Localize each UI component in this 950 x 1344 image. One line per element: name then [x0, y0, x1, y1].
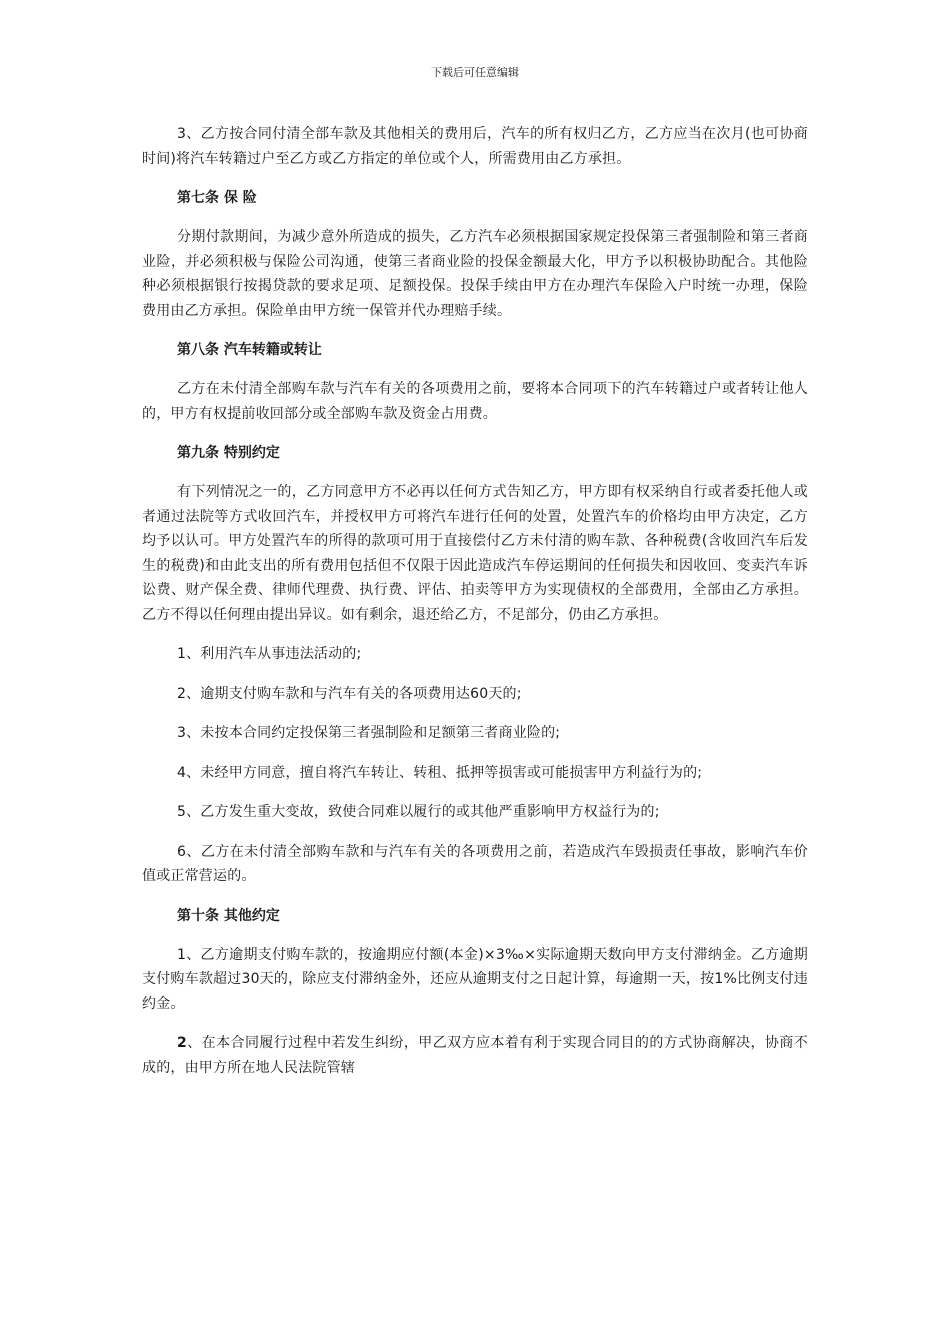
- article-10-item-2: [142, 1031, 808, 1080]
- article-8-heading: 第八条 汽车转籍或转让: [177, 342, 322, 358]
- article-10-item-1: 1、乙方逾期支付购车款的，按逾期应付额(本金)×3‰×实际逾期天数向甲方支付滞纳金。乙方逾期支付购车款超过30天的，除应支付滞纳金外，还应从逾期支付之日起计算，每逾期一天，按1%比例支付违约金。: [142, 946, 808, 1012]
- article-9-item-3: 3、未按本合同约定投保第三者强制险和足额第三者商业险的;: [177, 725, 561, 741]
- article-6-clause-3: 3、乙方按合同付清全部车款及其他相关的费用后，汽车的所有权归乙方，乙方应当在次月(也可协商时间)将汽车转籍过户至乙方或乙方指定的单位或个人，所需费用由乙方承担。: [142, 126, 808, 167]
- article-7-heading: 第七条 保 险: [177, 190, 257, 206]
- article-8-body: 乙方在未付清全部购车款与汽车有关的各项费用之前，要将本合同项下的汽车转籍过户或者转让他人的，甲方有权提前收回部分或全部购车款及资金占用费。: [142, 381, 808, 422]
- article-7-body: 分期付款期间，为减少意外所造成的损失，乙方汽车必须根据国家规定投保第三者强制险和第三者商业险，并必须积极与保险公司沟通，使第三者商业险的投保金额最大化，甲方予以积极协助配合。其他险种必须根据银行按揭贷款的要求足项、足额投保。投保手续由甲方在办理汽车保险入户时统一办理，保险费用由乙方承担。保险单由甲方统一保管并代办理赔手续。: [142, 229, 808, 319]
- article-10-heading: 第十条 其他约定: [177, 907, 280, 924]
- article-9-heading: 第九条 特别约定: [177, 445, 280, 461]
- article-10-item-2-text: 、在本合同履行过程中若发生纠纷，甲乙双方应本着有利于实现合同目的的方式协商解决，协商不成的，由甲方所在地人民法院管辖: [142, 1035, 808, 1076]
- article-9-item-6: 6、乙方在未付清全部购车款和与汽车有关的各项费用之前，若造成汽车毁损责任事故，影响汽车价值或正常营运的。: [142, 843, 808, 884]
- article-9-item-2: 2、逾期支付购车款和与汽车有关的各项费用达60天的;: [177, 685, 522, 702]
- page-header: 下载后可任意编辑: [431, 66, 519, 79]
- article-10-item-2-number: 2: [177, 1035, 187, 1051]
- article-9-item-5: 5、乙方发生重大变故，致使合同难以履行的或其他严重影响甲方权益行为的;: [177, 804, 660, 820]
- article-9-body: 有下列情况之一的，乙方同意甲方不必再以任何方式告知乙方，甲方即有权采纳自行或者委托他人或者通过法院等方式收回汽车，并授权甲方可将汽车进行任何的处置，处置汽车的价格均由甲方决定，乙方均予以认可。甲方处置汽车的所得的款项可用于直接偿付乙方未付清的购车款、各种税费(含收回汽车后发生的税费)和由此支出的所有费用包括但不仅限于因此造成汽车停运期间的任何损失和因收回、变卖汽车诉讼费、财产保全费、律师代理费、执行费、评估、拍卖等甲方为实现债权的全部费用，全部由乙方承担。乙方不得以任何理由提出异议。如有剩余，退还给乙方，不足部分，仍由乙方承担。: [142, 484, 808, 623]
- article-9-item-4: 4、未经甲方同意，擅自将汽车转让、转租、抵押等损害或可能损害甲方利益行为的;: [177, 764, 703, 781]
- document-body: [142, 122, 808, 1095]
- article-9-item-1: 1、利用汽车从事违法活动的;: [177, 646, 362, 662]
